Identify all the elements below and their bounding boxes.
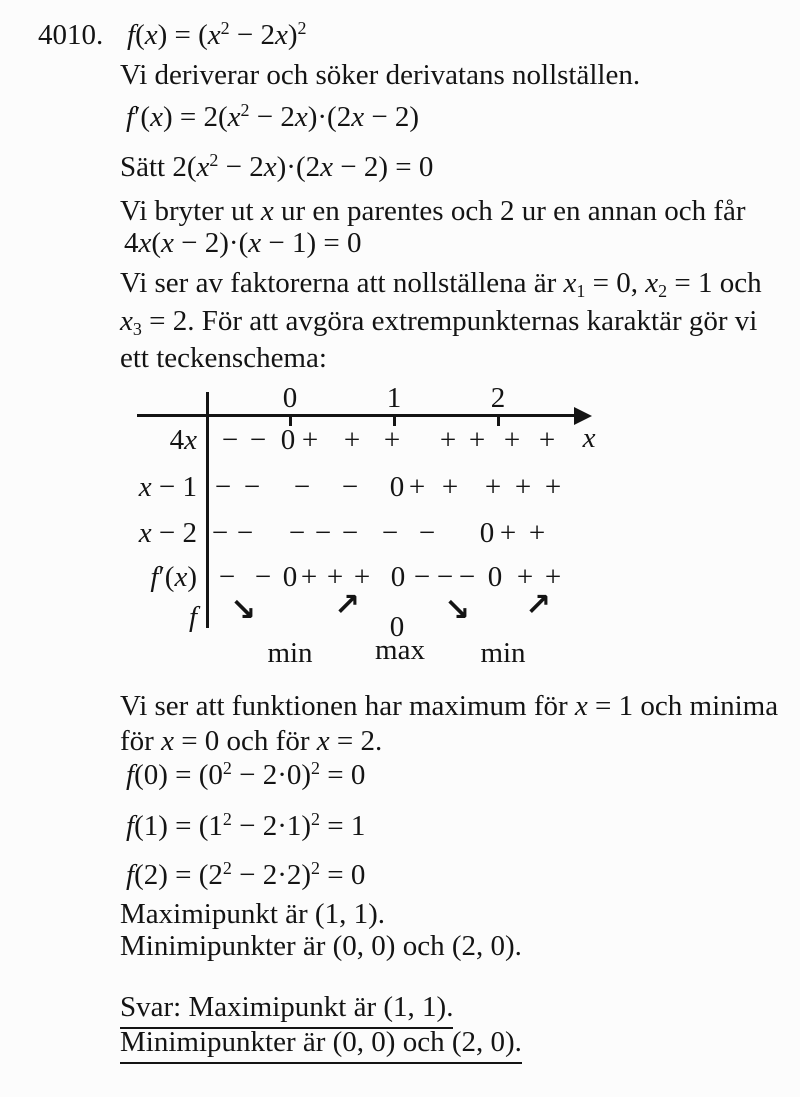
sign-cell: − [381, 517, 399, 549]
formula-f2: $f(2) = (2^2 - 2\cdot 2)^2 = 0$ [126, 858, 366, 891]
sign-cell: 0 [487, 561, 503, 593]
sign-cell: 0 [282, 561, 298, 593]
answer-minimum [120, 1023, 522, 1064]
sign-cell: + [499, 517, 517, 549]
sign-cell: + [528, 517, 546, 549]
row-label-2: x − 2 [138, 517, 197, 549]
row-label-1: x − 1 [138, 471, 197, 503]
sign-cell: + [514, 471, 532, 503]
answer-minimum-text: Minimipunkter är (0, 0) och (2, 0). [120, 1023, 522, 1064]
sign-cell: 0 [390, 561, 406, 593]
row-label-0: 4x [169, 424, 197, 456]
sign-cell: − [214, 471, 232, 503]
sign-cell: − [243, 471, 261, 503]
sign-cell: − [418, 517, 436, 549]
sign-cell: + [353, 561, 371, 593]
sign-cell: + [503, 424, 521, 456]
x-axis-label: x [582, 422, 596, 454]
sign-cell: − [254, 561, 272, 593]
row-label-4: f [188, 601, 197, 633]
sign-cell: − [458, 561, 476, 593]
answer-maximum-text: Svar: Maximipunkt är (1, 1). [120, 988, 453, 1029]
formula-f-prime: $f'(x) = 2(x^2 - 2x)\cdot(2x - 2)$ [126, 100, 420, 133]
text-conclusion-2: för x = 0 och för x = 2. [120, 725, 383, 757]
sign-cell: + [468, 424, 486, 456]
sign-cell: − [436, 561, 454, 593]
x-axis-line [137, 414, 576, 417]
sign-cell: − [211, 517, 229, 549]
decreasing-arrow-icon: ↘ [444, 592, 470, 628]
extremum-label-max-1: max [375, 634, 425, 666]
increasing-arrow-icon: ↗ [334, 587, 360, 623]
increasing-arrow-icon: ↗ [525, 587, 551, 623]
decreasing-arrow-icon: ↘ [230, 592, 256, 628]
sign-cell: + [343, 424, 361, 456]
sign-cell: − [249, 424, 267, 456]
formula-factored: 4x(x − 2)·(x − 1) = 0 [124, 227, 362, 259]
chart-vertical-line [206, 392, 209, 628]
extremum-label-min-2: min [480, 637, 526, 669]
formula-f1: $f(1) = (1^2 - 2\cdot 1)^2 = 1$ [126, 809, 366, 842]
sign-cell: + [538, 424, 556, 456]
sign-cell: 0 [389, 611, 405, 643]
text-conclusion-1: Vi ser att funktionen har maximum för x = 1 och minima [120, 690, 779, 722]
formula-fx: $f(x) = (x^2 - 2x)^2$ [127, 18, 307, 51]
text-minimum-points: Minimipunkter är (0, 0) och (2, 0). [120, 930, 522, 962]
sign-cell: + [484, 471, 502, 503]
axis-tick-label-1: 1 [386, 382, 402, 414]
sign-cell: + [300, 561, 318, 593]
axis-tick-2 [497, 417, 500, 426]
problem-number: 4010. [38, 19, 104, 51]
text-sign-scheme: ett teckenschema: [120, 342, 327, 374]
sign-cell: − [341, 517, 359, 549]
sign-cell: + [441, 471, 459, 503]
sign-cell: + [383, 424, 401, 456]
sign-cell: + [516, 561, 534, 593]
text-factor-out: Vi bryter ut x ur en parentes och 2 ur en annan och får [120, 195, 746, 227]
axis-tick-label-0: 0 [282, 382, 298, 414]
sign-cell: − [293, 471, 311, 503]
text-roots-1: Vi ser av faktorerna att nollställena är $x_1 = 0$, $x_2 = 1$ och [120, 267, 762, 302]
sign-cell: − [218, 561, 236, 593]
sign-cell: + [544, 561, 562, 593]
sign-chart [0, 382, 800, 675]
sign-cell: 0 [280, 424, 296, 456]
sign-cell: + [544, 471, 562, 503]
sign-cell: 0 [389, 471, 405, 503]
sign-cell: + [301, 424, 319, 456]
row-label-3: f′(x) [150, 561, 197, 593]
sign-cell: − [288, 517, 306, 549]
formula-f0: $f(0) = (0^2 - 2\cdot 0)^2 = 0$ [126, 758, 366, 791]
sign-cell: − [236, 517, 254, 549]
axis-tick-label-2: 2 [490, 382, 506, 414]
text-roots-2: $x_3 = 2$. För att avgöra extrempunkternas karaktär gör vi [120, 305, 758, 340]
sign-cell: + [408, 471, 426, 503]
formula-set-zero: Sätt $2(x^2 - 2x)\cdot(2x - 2) = 0$ [120, 150, 434, 183]
sign-cell: − [221, 424, 239, 456]
text-differentiate-intro: Vi deriverar och söker derivatans nollställen. [120, 59, 641, 91]
sign-cell: − [341, 471, 359, 503]
sign-cell: 0 [479, 517, 495, 549]
extremum-label-min-0: min [267, 637, 313, 669]
sign-cell: − [413, 561, 431, 593]
text-maximum-point: Maximipunkt är (1, 1). [120, 898, 385, 930]
sign-cell: − [314, 517, 332, 549]
sign-cell: + [439, 424, 457, 456]
sign-cell: + [326, 561, 344, 593]
